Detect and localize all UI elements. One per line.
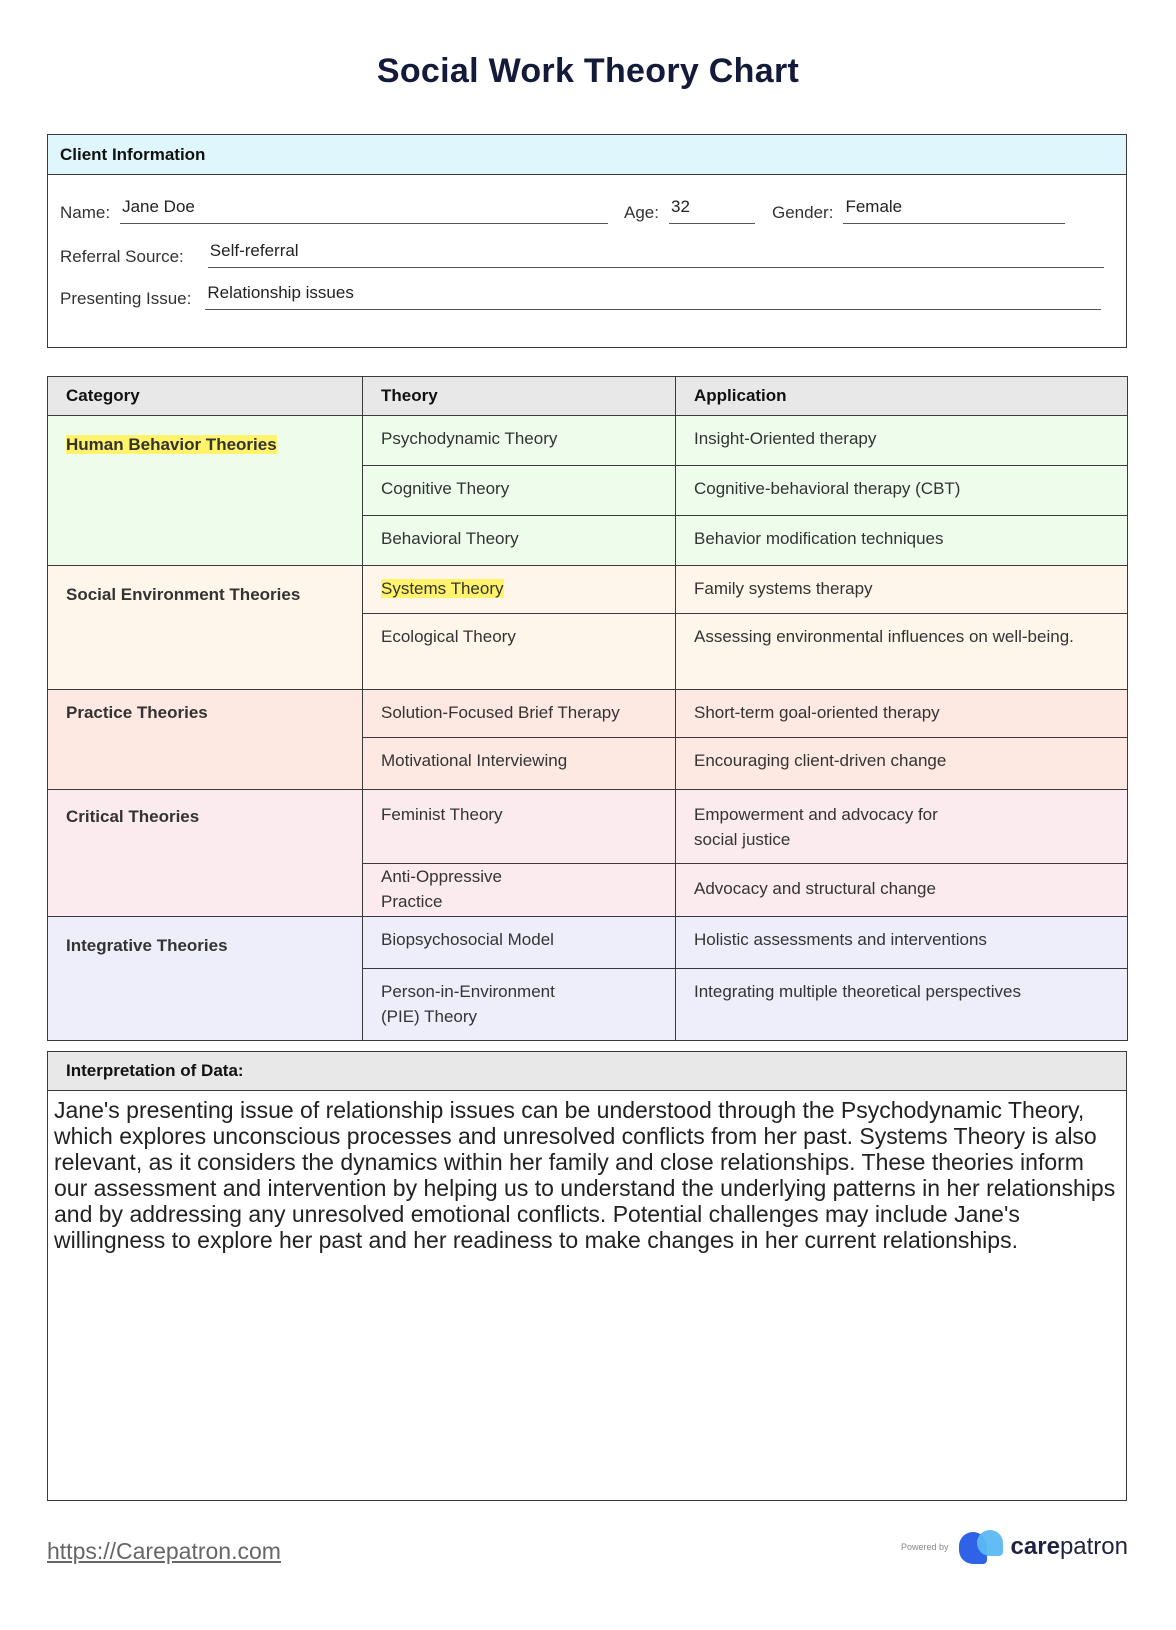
powered-by-label: Powered by [901, 1542, 949, 1552]
gender-field-row [772, 199, 1065, 224]
theory-cell: Behavioral Theory [363, 516, 676, 566]
age-value: 32 [670, 197, 690, 216]
theory-table [47, 376, 1128, 1041]
application-cell: Short-term goal-oriented therapy [676, 690, 1128, 738]
theory-label: Systems Theory [381, 579, 504, 598]
referral-value: Self-referral [209, 241, 299, 260]
table-row [48, 566, 1128, 614]
name-field-row [60, 199, 608, 224]
carepatron-logo-icon [959, 1530, 1005, 1564]
application-cell: Holistic assessments and interventions [676, 917, 1128, 969]
category-cell: Integrative Theories [48, 917, 363, 1041]
name-label: Name: [60, 203, 111, 222]
name-field[interactable] [120, 199, 608, 224]
presenting-issue-label: Presenting Issue: [60, 289, 192, 308]
theory-cell: Person-in-Environment (PIE) Theory [363, 969, 676, 1041]
column-header-application: Application [676, 377, 1128, 416]
gender-field[interactable] [843, 199, 1065, 224]
category-cell [48, 416, 363, 566]
category-cell: Critical Theories [48, 790, 363, 917]
theory-cell [363, 566, 676, 614]
brand-bold: care [1010, 1533, 1060, 1560]
theory-cell: Motivational Interviewing [363, 738, 676, 790]
client-information-section [47, 134, 1127, 348]
table-row [48, 790, 1128, 864]
group-social-environment [48, 566, 1128, 690]
age-label: Age: [624, 203, 659, 222]
table-row [48, 917, 1128, 969]
presenting-issue-value: Relationship issues [207, 283, 354, 302]
brand-rest: patron [1059, 1533, 1128, 1560]
application-cell: Empowerment and advocacy for social justice [676, 790, 1128, 864]
gender-label: Gender: [772, 203, 834, 222]
referral-field[interactable] [208, 243, 1104, 268]
page-title: Social Work Theory Chart [376, 52, 800, 90]
group-practice [48, 690, 1128, 790]
carepatron-brand[interactable] [901, 1530, 1128, 1564]
brand-wordmark [1011, 1533, 1128, 1561]
age-field-row [624, 199, 755, 224]
column-header-theory: Theory [363, 377, 676, 416]
column-header-category: Category [48, 377, 363, 416]
group-human-behavior [48, 416, 1128, 566]
carepatron-link[interactable]: https://Carepatron.com [47, 1538, 281, 1564]
application-cell: Behavior modification techniques [676, 516, 1128, 566]
table-header-row [48, 377, 1128, 416]
table-row [48, 416, 1128, 466]
application-cell: Family systems therapy [676, 566, 1128, 614]
referral-label: Referral Source: [60, 247, 184, 266]
theory-cell: Solution-Focused Brief Therapy [363, 690, 676, 738]
application-cell: Assessing environmental influences on well-being. [676, 614, 1128, 690]
theory-cell: Feminist Theory [363, 790, 676, 864]
gender-value: Female [845, 197, 903, 216]
table-row [48, 690, 1128, 738]
group-integrative [48, 917, 1128, 1041]
application-cell: Cognitive-behavioral therapy (CBT) [676, 466, 1128, 516]
category-cell: Practice Theories [48, 690, 363, 790]
referral-field-row [60, 243, 1104, 268]
application-cell: Advocacy and structural change [676, 864, 1128, 917]
age-field[interactable] [669, 199, 755, 224]
theory-cell: Ecological Theory [363, 614, 676, 690]
application-cell: Integrating multiple theoretical perspectives [676, 969, 1128, 1041]
theory-cell: Psychodynamic Theory [363, 416, 676, 466]
application-cell: Insight-Oriented therapy [676, 416, 1128, 466]
name-value: Jane Doe [122, 197, 195, 216]
category-cell: Social Environment Theories [48, 566, 363, 690]
theory-cell: Biopsychosocial Model [363, 917, 676, 969]
interpretation-header: Interpretation of Data: [48, 1052, 1126, 1091]
group-critical [48, 790, 1128, 917]
theory-cell: Cognitive Theory [363, 466, 676, 516]
theory-cell: Anti-Oppressive Practice [363, 864, 676, 917]
category-label: Human Behavior Theories [66, 435, 277, 454]
application-cell: Encouraging client-driven change [676, 738, 1128, 790]
presenting-issue-field-row [60, 285, 1101, 310]
client-information-header: Client Information [48, 135, 1126, 175]
interpretation-section [47, 1051, 1127, 1501]
interpretation-text[interactable]: Jane's presenting issue of relationship issues can be understood through the Psychodynamic Theory, which explores unconscious processes and unresolved conflicts from her past. Systems Theory is also relevant, as it considers the dynamics within her family and close relationships. These theories inform our assessment and intervention by helping us to understand the underlying patterns in her relationships and by addressing any unresolved emotional conflicts. Potential challenges may include Jane's willingness to explore her past and her readiness to make changes in her current relationships. [54, 1097, 1116, 1253]
presenting-issue-field[interactable] [205, 285, 1101, 310]
